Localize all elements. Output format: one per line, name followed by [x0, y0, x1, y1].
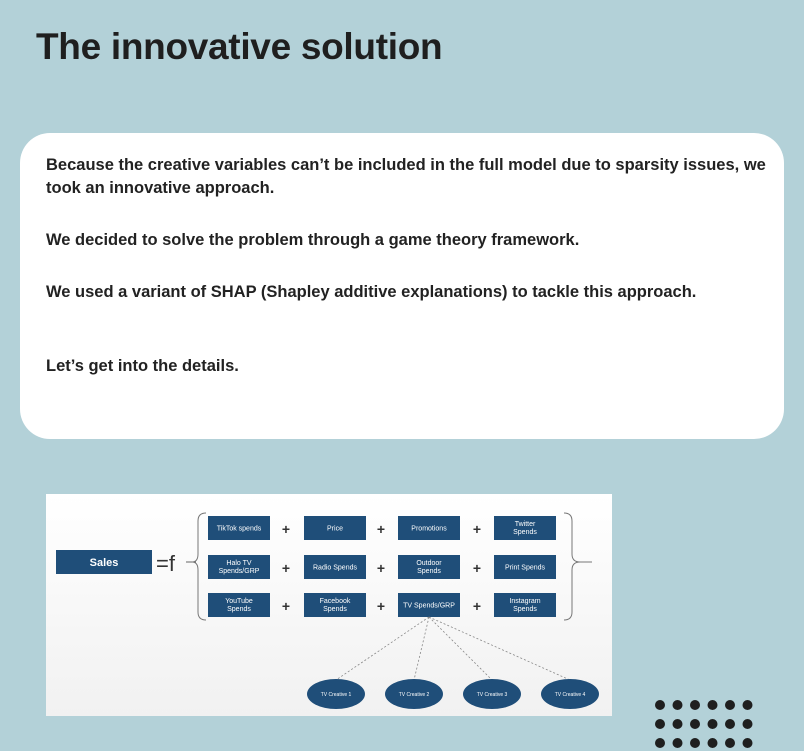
- creative-node: [541, 679, 599, 709]
- variable-label: TikTok spends: [216, 525, 262, 533]
- creative-label: TV Creative 4: [554, 692, 586, 698]
- plus-sign: +: [472, 598, 482, 614]
- creative-connector-line: [429, 617, 492, 680]
- creative-node: [307, 679, 365, 709]
- creative-node: [385, 679, 443, 709]
- decor-dot: [708, 738, 718, 748]
- variable-label: Promotions: [411, 525, 447, 533]
- decor-dot: [673, 700, 683, 710]
- diagram-canvas: [46, 494, 612, 716]
- plus-sign: +: [472, 560, 482, 576]
- decor-dot: [708, 719, 718, 729]
- creative-label: TV Creative 2: [398, 692, 430, 698]
- variable-box: [494, 516, 556, 540]
- variable-label: Outdoor Spends: [416, 560, 442, 575]
- variable-box: [304, 555, 366, 579]
- variable-box: [398, 516, 460, 540]
- plus-sign: +: [472, 521, 482, 537]
- creative-label: TV Creative 3: [476, 692, 508, 698]
- decor-dot: [743, 738, 753, 748]
- variable-label: Facebook Spends: [319, 598, 351, 613]
- left-bracket: [192, 513, 206, 620]
- page-title: The innovative solution: [36, 26, 443, 67]
- variable-box: [208, 593, 270, 617]
- plus-sign: +: [376, 521, 386, 537]
- variable-box: [398, 593, 460, 617]
- creative-connector-line: [429, 617, 570, 680]
- decor-dot: [673, 738, 683, 748]
- decor-dot: [725, 700, 735, 710]
- variable-label: Print Spends: [504, 564, 546, 572]
- paragraph-3: We used a variant of SHAP (Shapley additive explanations) to tackle this approach.: [46, 283, 697, 301]
- decor-dot: [690, 719, 700, 729]
- plus-sign: +: [281, 560, 291, 576]
- decor-dot: [673, 719, 683, 729]
- variable-label: Radio Spends: [313, 564, 357, 572]
- plus-sign: +: [281, 521, 291, 537]
- decor-dot: [690, 738, 700, 748]
- variable-box: [494, 555, 556, 579]
- sales-label: Sales: [89, 557, 119, 569]
- variable-label: Halo TV Spends/GRP: [218, 560, 260, 575]
- creative-node: [463, 679, 521, 709]
- paragraph-4: Let’s get into the details.: [46, 357, 239, 375]
- variable-label: Twitter Spends: [513, 521, 537, 536]
- decor-dot: [725, 738, 735, 748]
- decor-dot: [708, 700, 718, 710]
- variable-box: [208, 555, 270, 579]
- decor-dot: [743, 700, 753, 710]
- paragraph-2: We decided to solve the problem through a game theory framework.: [46, 231, 580, 249]
- variable-box: [304, 516, 366, 540]
- variable-box: [208, 516, 270, 540]
- decor-dot: [725, 719, 735, 729]
- decor-dot: [655, 700, 665, 710]
- variable-label: Price: [327, 525, 343, 533]
- decor-dot: [655, 719, 665, 729]
- creative-connector-line: [336, 617, 429, 680]
- variable-label: TV Spends/GRP: [403, 602, 455, 610]
- variable-label: YouTube Spends: [225, 598, 253, 613]
- variable-box: [304, 593, 366, 617]
- decor-dot: [690, 700, 700, 710]
- decor-dot: [655, 738, 665, 748]
- decor-dot: [743, 719, 753, 729]
- variable-label: Instagram Spends: [509, 598, 541, 613]
- variable-box: [494, 593, 556, 617]
- plus-sign: +: [376, 560, 386, 576]
- equals-f-label: =f: [156, 551, 175, 576]
- plus-sign: +: [281, 598, 291, 614]
- paragraph-1: Because the creative variables can’t be included in the full model due to sparsity issues, we took an innovative approach.: [46, 156, 766, 197]
- sales-model-diagram: [46, 494, 612, 716]
- decorative-dots: [652, 697, 804, 751]
- plus-sign: +: [376, 598, 386, 614]
- creative-connector-line: [414, 617, 429, 680]
- creative-label: TV Creative 1: [320, 692, 352, 698]
- variable-box: [398, 555, 460, 579]
- right-bracket: [564, 513, 580, 620]
